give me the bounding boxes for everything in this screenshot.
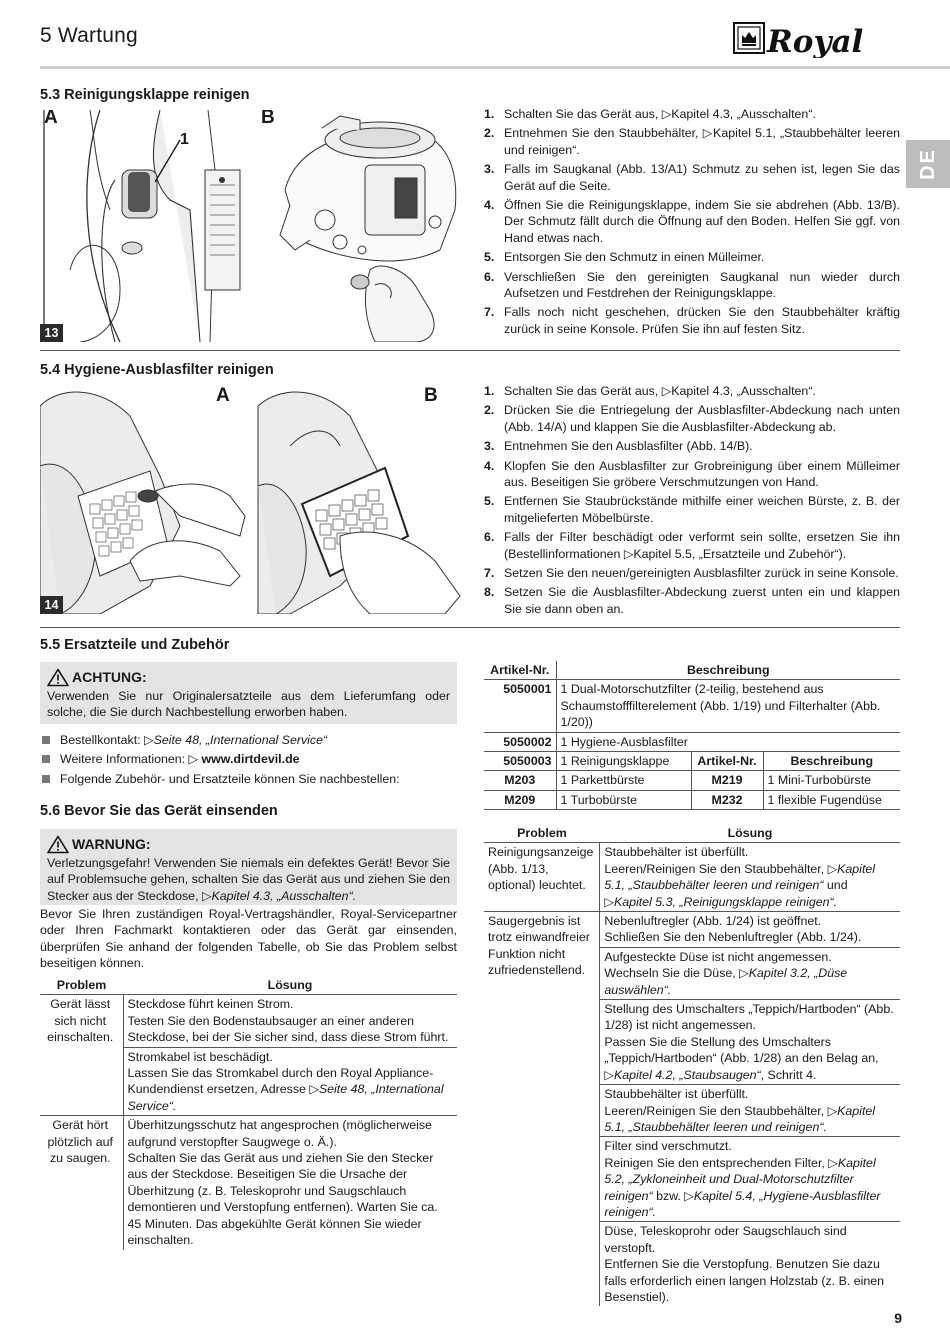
troubleshooting-table-left [40,976,457,1250]
section-heading-5-6: 5.6 Bevor Sie das Gerät einsenden [40,803,278,819]
table-row: M209 1 Turbobürste M232 1 flexible Fugendüse [484,790,900,809]
step-item: 5. Entsorgen Sie den Schmutz in einen Mülleimer. [484,250,765,265]
caution-text: Verwenden Sie nur Originalersatzteile aus dem Lieferumfang oder solche, die Sie durch Nachbestellung erworben haben. [47,689,450,720]
bullet-item: Folgende Zubehör- und Ersatzteile können Sie nachbestellen: [40,771,460,787]
table-row: Saugergebnis ist trotz einwandfreier Funktion nicht zufriedenstellend. Nebenluftregler (Abb. 1/24) ist geöffnet. Schließen Sie den Nebenluftregler (Abb. 1/24). [484,912,900,948]
table-row: Stromkabel ist beschädigt. Lassen Sie das Stromkabel durch den Royal Appliance-Kundendienst ersetzen, Adresse ▷Seite 48, „International Service“. [40,1047,457,1116]
website-link[interactable]: www.dirtdevil.de [201,752,300,767]
table-row: 5050001 1 Dual-Motorschutzfilter (2-teilig, bestehend aus Schaumstofffilterelement (Abb. 1/19) und Filterhalter (Abb. 1/20)) [484,680,900,732]
figure-13-label-a: A [44,110,58,128]
caution-box [40,662,457,724]
steps-5-4 [484,383,900,620]
step-item: 8. Setzen Sie die Ausblasfilter-Abdeckung zuerst unten ein und klappen Sie sie dann oben an. [484,585,900,616]
step-item: 6. Falls der Filter beschädigt oder verformt sein sollte, ersetzen Sie ihn (Bestellinformationen ▷Kapitel 5.5, „Ersatzteile und Zubehör“). [484,530,900,561]
table-header: Artikel-Nr. Beschreibung [484,661,900,680]
warning-box [40,829,457,905]
step-item: 7. Falls noch nicht geschehen, drücken Sie den Staubbehälter kräftig zurück in seine Konsole. Prüfen Sie ihn auf festen Sitz. [484,305,900,336]
table-row: Staubbehälter ist überfüllt. Leeren/Reinigen Sie den Staubbehälter, ▷Kapitel 5.1, „Staubbehälter leeren und reinigen“. [484,1085,900,1137]
figure-13-number: 13 [40,324,63,342]
divider [40,627,900,628]
table-row: Filter sind verschmutzt. Reinigen Sie den entsprechenden Filter, ▷Kapitel 5.2, „Zykloneinheit und Dual-Motorschutzfilter reinigen“ bzw. ▷Kapitel 5.4, „Hygiene-Ausblasfilter reinigen“. [484,1137,900,1222]
divider [40,350,900,351]
table-row: 5050003 1 Reinigungsklappe Artikel-Nr. Beschreibung [484,752,900,771]
step-item: 4. Klopfen Sie den Ausblasfilter zur Grobreinigung über einem Mülleimer aus. Beseitigen Sie gröbere Verschmutzungen von Hand. [484,458,900,490]
royal-logo [733,22,903,62]
table-row: 5050002 1 Hygiene-Ausblasfilter [484,732,900,751]
parts-table [484,661,900,810]
table-row: Aufgesteckte Düse ist nicht angemessen. Wechseln Sie die Düse, ▷Kapitel 3.2, „Düse auswählen“. [484,947,900,999]
step-item: 6. Verschließen Sie den gereinigten Saugkanal nun wieder durch Aufsetzen und Festdrehen der Reinigungsklappe. [484,269,900,301]
step-item: 2. Entnehmen Sie den Staubbehälter, ▷Kapitel 5.1, „Staubbehälter leeren und reinigen“. [484,126,900,157]
warning-triangle-icon [47,835,69,854]
table-header: Problem Lösung [484,824,900,843]
table-row: M203 1 Parkettbürste M219 1 Mini-Turbobürste [484,771,900,790]
step-item: 2. Drücken Sie die Entriegelung der Ausblasfilter-Abdeckung nach unten (Abb. 14/A) und klappen Sie die Ausblasfilter-Abdeckung ab. [484,403,900,434]
figure-13-label-b: B [261,110,275,128]
page-number: 9 [894,1310,902,1326]
svg-text:Royal: Royal [767,24,864,58]
step-item: 5. Entfernen Sie Staubrückstände mithilfe einer weichen Bürste, z. B. der mitgelieferten Möbelbürste. [484,494,900,525]
figure-13 [40,110,470,342]
bullet-item: Weitere Informationen: ▷ www.dirtdevil.de [40,751,460,767]
warning-title: WARNUNG: [47,835,450,854]
table-header: Problem Lösung [40,976,457,995]
table-row: Reinigungsanzeige (Abb. 1/13, optional) leuchtet. Staubbehälter ist überfüllt. Leeren/Reinigen Sie den Staubbehälter, ▷Kapitel 5.1, „Staubbehälter leeren und reinigen“ und ▷Kapitel 5.3, „Reinigungsklappe reinigen“. [484,843,900,912]
figure-14-number: 14 [40,596,63,614]
section-heading-5-4: 5.4 Hygiene-Ausblasfilter reinigen [40,362,274,378]
figure-14-label-a: A [216,386,230,406]
table-row: Gerät lässt sich nicht einschalten. Steckdose führt keinen Strom. Testen Sie den Bodenstaubsauger an einer anderen Steckdose, bei der Sie sicher sind, dass diese Strom führt. [40,995,457,1047]
intro-paragraph: Bevor Sie Ihren zuständigen Royal-Vertragshändler, Royal-Servicepartner oder Ihren Fachmarkt kontaktieren oder das Gerät gar einsenden, überprüfen Sie anhand der folgenden Tabelle, ob Sie das Problem selbst beseitigen können. [40,907,457,971]
section-heading-5-5: 5.5 Ersatzteile und Zubehör [40,637,230,653]
step-item: 3. Entnehmen Sie den Ausblasfilter (Abb. 14/B). [484,439,753,454]
step-item: 7. Setzen Sie den neuen/gereinigten Ausblasfilter zurück in seine Konsole. [484,566,899,581]
figure-14 [40,386,470,614]
language-tab: DE [906,140,950,188]
royal-crown-icon [733,22,903,58]
table-row: Düse, Teleskoprohr oder Saugschlauch sind verstopft. Entfernen Sie die Verstopfung. Benutzen Sie dazu falls erforderlich einen langen Holzstab (z. B. einen Besenstiel). [484,1222,900,1307]
order-bullets [40,732,460,790]
step-item: 1. Schalten Sie das Gerät aus, ▷Kapitel 4.3, „Ausschalten“. [484,384,816,398]
warning-text: Verletzungsgefahr! Verwenden Sie niemals ein defektes Gerät! Bevor Sie auf Problemsuche gehen, schalten Sie das Gerät aus und ziehen Sie den Stecker aus der Steckdose, ▷Kapitel 4.3, „Ausschalten“. [47,856,450,903]
caution-title: ACHTUNG: [47,668,450,687]
step-item: 1. Schalten Sie das Gerät aus, ▷Kapitel 4.3, „Ausschalten“. [484,107,816,121]
chapter-title: 5 Wartung [40,24,138,47]
bullet-item: Bestellkontakt: ▷Seite 48, „International Service“ [40,732,460,748]
header-rule [40,66,950,69]
figure-14-label-b: B [424,386,438,406]
warning-triangle-icon [47,668,69,687]
steps-5-3 [484,106,900,340]
step-item: 3. Falls im Saugkanal (Abb. 13/A1) Schmutz zu sehen ist, legen Sie das Gerät auf die Seite. [484,162,900,193]
table-row: Stellung des Umschalters „Teppich/Hartboden“ (Abb. 1/28) ist nicht angemessen. Passen Sie die Stellung des Umschalters „Teppich/Hartboden“ (Abb. 1/28) an den Belag an, ▷Kapitel 4.2, „Staubsaugen“, Schritt 4. [484,1000,900,1085]
figure-13-callout: 1 [180,131,189,148]
section-heading-5-3: 5.3 Reinigungsklappe reinigen [40,87,250,103]
troubleshooting-table-right [484,824,900,1306]
step-item: 4. Öffnen Sie die Reinigungsklappe, indem Sie sie abdrehen (Abb. 13/B). Der Schmutz fällt durch die Öffnung auf den Boden. Helfen Sie ggf. von Hand etwas nach. [484,198,900,245]
table-row: Gerät hört plötzlich auf zu saugen. Überhitzungsschutz hat angesprochen (möglicherweise aufgrund verstopfter Saugwege o. Ä.). Schalten Sie das Gerät aus und ziehen Sie den Stecker aus der Steckdose. Beseitigen Sie die Ursache der Überhitzung (z. B. Teleskoprohr und Saugschlauch demontieren und Verstopfung entfernen). Warten Sie ca. 45 Minuten. Das abgekühlte Gerät können Sie wieder einschalten. [40,1116,457,1250]
